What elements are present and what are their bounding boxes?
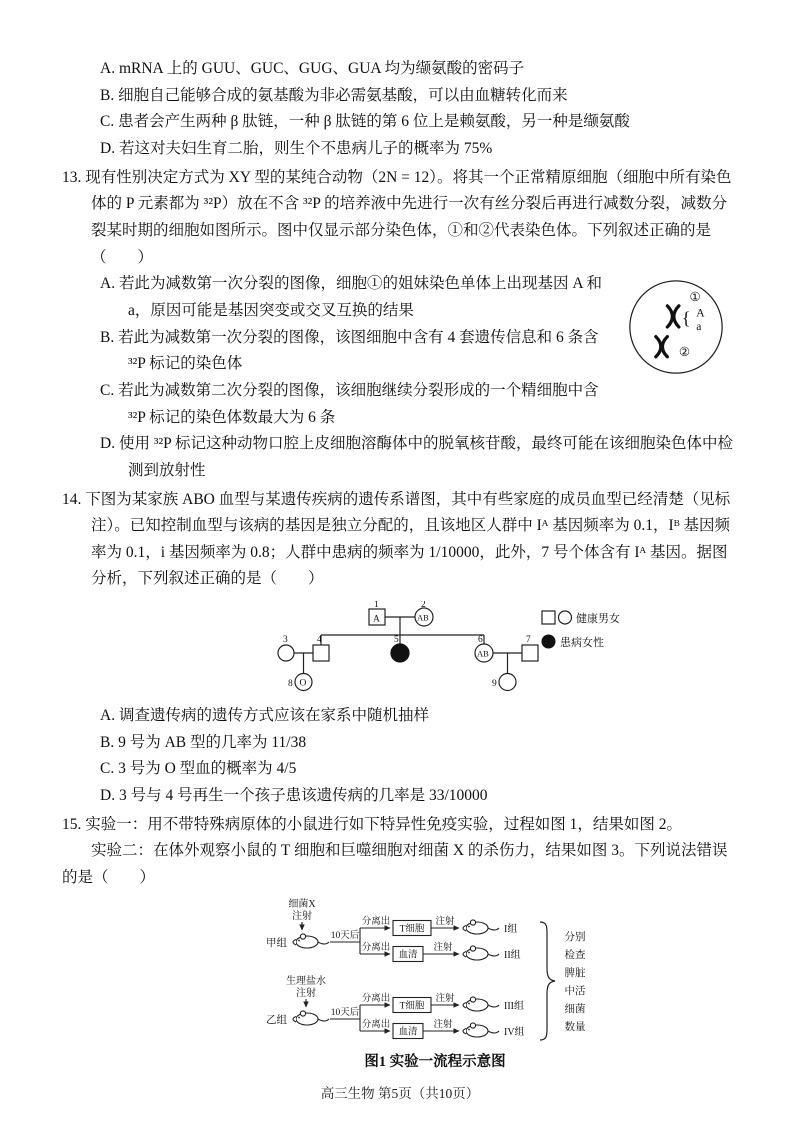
group-a-label: 甲组 [266, 937, 287, 949]
t-cell-label: T细胞 [399, 1001, 425, 1012]
question-14 [62, 487, 738, 810]
group-1-label: I组 [504, 923, 518, 935]
pedigree-individual-5 [391, 644, 409, 662]
pedigree-individual-4 [313, 645, 329, 661]
svg-text:脾脏: 脾脏 [564, 967, 586, 979]
blood-type-1: A [373, 614, 380, 625]
question-13 [62, 165, 738, 485]
pedigree-number-9: 9 [492, 679, 497, 690]
q15-stem-line2: 实验二：在体外观察小鼠的 T 细胞和巨噬细胞对细菌 X 的杀伤力，结果如图 3。下列说法错误的是（ ） [62, 842, 728, 887]
mouse-icon [463, 1023, 499, 1037]
q14-option-d: D. 3 号与 4 号再生一个孩子患该遗传病的几率是 33/10000 [100, 787, 488, 805]
pedigree-individual-9 [499, 674, 516, 691]
pedigree-number-3: 3 [283, 635, 288, 646]
mouse-icon [463, 920, 499, 934]
q12-option-c: C. 患者会产生两种 β 肽链，一种 β 肽链的第 6 位上是赖氨酸，另一种是缬氨酸 [100, 113, 630, 131]
legend-healthy-label: 健康男女 [576, 613, 620, 626]
inject-label: 注射 [433, 1019, 453, 1030]
legend-healthy-female-icon [559, 611, 572, 624]
pedigree-number-6: 6 [478, 635, 483, 646]
page-footer: 高三生物 第5页（共10页） [320, 1086, 480, 1101]
separate-label: 分离出 [361, 1019, 391, 1030]
q14-option-a: A. 调查遗传病的遗传方式应该在家系中随机抽样 [100, 707, 429, 725]
group-3-label: III组 [504, 1000, 524, 1012]
question-15 [62, 812, 738, 1075]
pedigree-number-8: 8 [288, 679, 293, 690]
pedigree-individual-3 [278, 645, 294, 661]
svg-text:检查: 检查 [564, 949, 586, 961]
pedigree-number-2: 2 [421, 601, 426, 611]
serum-label: 血清 [398, 950, 418, 961]
separate-label: 分离出 [361, 942, 391, 953]
serum-label: 血清 [398, 1027, 418, 1038]
cell-outline [630, 281, 722, 373]
svg-text:细菌: 细菌 [564, 1003, 586, 1015]
mouse-icon [463, 946, 499, 960]
saline-label: 生理盐水 [286, 975, 326, 987]
t-cell-label: T细胞 [399, 924, 425, 935]
q12-option-d: D. 若这对夫妇生育二胎，则生个不患病儿子的概率为 75% [100, 139, 493, 157]
pedigree-number-1: 1 [374, 601, 379, 611]
inject-label: 注射 [296, 987, 316, 999]
inject-label: 注射 [292, 910, 312, 922]
inject-label: 注射 [435, 993, 455, 1004]
mouse-icon [293, 1011, 329, 1025]
mouse-icon [293, 934, 329, 948]
pedigree-legend [542, 611, 620, 649]
experiment-flowchart-figure [260, 896, 610, 1075]
pedigree-individual-7 [522, 645, 538, 661]
figure-1-caption: 图1 实验一流程示意图 [364, 1053, 506, 1070]
legend-healthy-male-icon [542, 611, 555, 624]
q13-option-c: C. 若此为减数第二次分裂的图像，该细胞继续分裂形成的一个精细胞中含 ³²P 标记的染色体数最大为 6 条 [100, 381, 599, 426]
group-4-label: IV组 [504, 1026, 525, 1038]
q13-option-a: A. 若此为减数第一次分裂的图像，细胞①的姐妹染色单体上出现基因 A 和 a，原因可能是基因突变或交叉互换的结果 [100, 275, 603, 319]
check-spleen-note [565, 930, 586, 1033]
q13-option-d: D. 使用 ³²P 标记这种动物口腔上皮细胞溶酶体中的脱氧核苷酸，最终可能在该细胞染色体中检测到放射性 [100, 435, 734, 479]
q14-option-b: B. 9 号为 AB 型的几率为 11/38 [100, 733, 307, 751]
days-label-a: 10天后 [330, 930, 360, 941]
days-label-b: 10天后 [330, 1007, 360, 1018]
chromosome-2 [656, 337, 668, 357]
inject-label: 注射 [433, 942, 453, 953]
blood-type-8: O [299, 678, 307, 689]
legend-affected-female-icon [542, 635, 555, 648]
chromosome-1-label: ① [689, 290, 701, 305]
q12-option-b: B. 细胞自己能够合成的氨基酸为非必需氨基酸，可以由血糖转化而来 [100, 86, 568, 104]
pedigree-number-7: 7 [526, 635, 531, 646]
group-b-label: 乙组 [266, 1014, 287, 1026]
separate-label: 分离出 [361, 993, 391, 1004]
pedigree-number-4: 4 [317, 635, 322, 646]
legend-affected-label: 患病女性 [560, 637, 604, 650]
svg-text:中活: 中活 [564, 985, 586, 997]
group-2-label: II组 [504, 949, 521, 961]
gene-a-label: A [696, 307, 705, 320]
mouse-icon [463, 997, 499, 1011]
chromosome-2-label: ② [678, 345, 691, 360]
q13-option-b: B. 若此为减数第一次分裂的图像，该图细胞中含有 4 套遗传信息和 6 条含 ³²P 标记的染色体 [100, 328, 599, 373]
pedigree-figure [274, 601, 738, 697]
gene-a2-label: a [696, 321, 702, 334]
page-content [62, 56, 738, 1075]
q15-stem-line1: 15. 实验一：用不带特殊病原体的小鼠进行如下特异性免疫实验，过程如图 1，结果如图 2。 [62, 815, 683, 833]
separate-label: 分离出 [361, 916, 391, 927]
gene-brace: { [681, 308, 691, 329]
chromosome-cell-figure [626, 277, 726, 377]
question-12-options [62, 56, 738, 163]
svg-text:分别: 分别 [564, 931, 586, 943]
q14-stem: 14. 下图为某家族 ABO 血型与某遗传疾病的遗传系谱图，其中有些家庭的成员血型已经清楚（见标注）。已知控制血型与该病的基因是独立分配的，且该地区人群中 Iᴬ 基因频率为 0.1，Iᴮ 基因频率为 0.1，i 基因频率为 0.8；人群中患病的频率为 1/10000，此外，7 号个体含有 Iᴬ 基因。据图分析，下列叙述正确的是（ ） [62, 490, 731, 588]
q13-options [62, 271, 738, 484]
q14-option-c: C. 3 号为 O 型血的概率为 4/5 [100, 760, 297, 778]
inject-label: 注射 [435, 916, 455, 927]
q12-option-a: A. mRNA 上的 GUU、GUC、GUG、GUA 均为缬氨酸的密码子 [100, 60, 525, 77]
group-brace [540, 922, 555, 1040]
svg-text:数量: 数量 [564, 1021, 586, 1033]
blood-type-6: AB [477, 648, 489, 659]
chromosome-1 [667, 306, 679, 327]
q13-stem: 13. 现有性别决定方式为 XY 型的某纯合动物（2N = 12）。将其一个正常精原细胞（细胞中所有染色体的 P 元素都为 ³²P）放在不含 ³²P 的培养液中先进行一次有丝分裂后再进行减数分裂，减数分裂某时期的细胞如图所示。图中仅显示部分染色体，①和②代表染色体。下列叙述正确的是（ ） [62, 168, 732, 266]
bacteria-x-label: 细菌X [288, 898, 316, 910]
blood-type-2: AB [417, 612, 429, 623]
pedigree-number-5: 5 [394, 635, 399, 646]
